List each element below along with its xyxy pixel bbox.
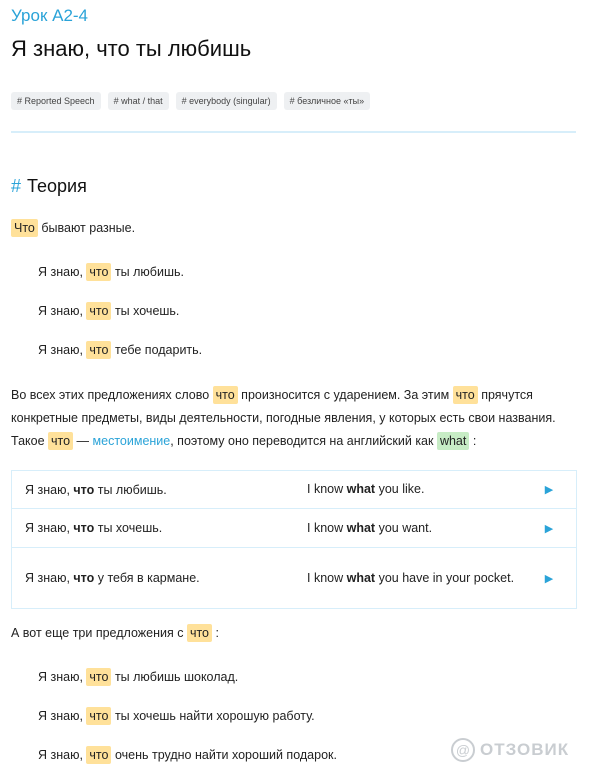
cell-text: Я знаю,	[25, 482, 74, 497]
watermark-text: ОТЗОВИК	[480, 740, 570, 759]
example-line	[38, 705, 315, 727]
intro-text: бывают разные.	[37, 221, 136, 235]
bold-word: what	[346, 570, 376, 585]
example-text: тебе подарить.	[111, 343, 203, 357]
tag-everybody[interactable]: # everybody (singular)	[176, 92, 277, 110]
bold-word: что	[73, 521, 95, 535]
paragraph-text: , поэтому оно переводится на английский как	[170, 434, 437, 448]
divider	[11, 131, 576, 133]
cell-text: you want.	[375, 520, 433, 535]
example-text: Я знаю,	[38, 709, 87, 723]
highlighted-word: Что	[11, 219, 38, 237]
highlighted-word: что	[86, 707, 111, 725]
example-line	[38, 300, 179, 322]
cell-text: I know	[307, 520, 347, 535]
highlighted-word: что	[86, 263, 111, 281]
play-icon[interactable]: ▶	[544, 572, 554, 585]
example-text: ты хочешь.	[111, 304, 180, 318]
example-line	[38, 744, 337, 766]
more-text: А вот еще три предложения с	[11, 626, 187, 640]
example-text: ты любишь.	[111, 265, 184, 279]
page-title: Я знаю, что ты любишь	[11, 36, 252, 61]
highlighted-word: что	[453, 386, 478, 404]
paragraph-text: произносится с ударением. За этим	[237, 388, 453, 402]
translation-table	[11, 470, 577, 609]
cell-text: у тебя в кармане.	[94, 571, 200, 585]
highlighted-word: что	[48, 432, 73, 450]
tag-reported-speech[interactable]: # Reported Speech	[11, 92, 101, 110]
cell-text: you like.	[375, 482, 425, 496]
tag-list	[11, 92, 370, 110]
bold-word: что	[73, 571, 95, 585]
russian-cell	[12, 483, 307, 497]
cell-text: Я знаю,	[25, 571, 74, 585]
russian-cell	[12, 571, 307, 585]
highlighted-word: что	[86, 746, 111, 764]
bold-word: what	[346, 482, 376, 496]
english-cell	[307, 567, 529, 590]
lesson-number: Урок A2-4	[11, 6, 89, 25]
more-text: :	[212, 626, 219, 640]
example-text: Я знаю,	[38, 748, 87, 762]
watermark-logo-icon: @	[451, 738, 475, 762]
highlighted-word-green: what	[437, 432, 469, 450]
cell-text: ты любишь.	[94, 482, 167, 497]
paragraph-text: —	[73, 434, 93, 448]
tag-impersonal-you[interactable]: # безличное «ты»	[284, 92, 370, 110]
highlighted-word: что	[86, 668, 111, 686]
table-row	[12, 471, 576, 508]
example-text: Я знаю,	[38, 343, 87, 357]
more-examples-line	[11, 622, 219, 644]
example-text: ты хочешь найти хорошую работу.	[111, 709, 315, 723]
english-cell	[307, 478, 529, 501]
otzovik-watermark	[451, 738, 569, 762]
highlighted-word: что	[86, 341, 111, 359]
bold-word: что	[73, 482, 95, 497]
paragraph-text: прячутся конкретные предметы, виды деятельности, погодные явления, у которых есть свои названия. Такое	[11, 388, 556, 448]
play-icon[interactable]: ▶	[544, 522, 554, 535]
paragraph-text: :	[469, 434, 477, 448]
example-text: очень трудно найти хороший подарок.	[111, 748, 337, 762]
cell-text: I know	[307, 570, 347, 585]
play-icon[interactable]: ▶	[544, 484, 554, 496]
theory-paragraph	[11, 384, 586, 453]
cell-text: I know	[307, 482, 347, 496]
example-line	[38, 339, 202, 361]
section-heading	[11, 176, 87, 197]
example-text: Я знаю,	[38, 670, 87, 684]
example-line	[38, 261, 184, 283]
example-text: Я знаю,	[38, 304, 87, 318]
highlighted-word: что	[213, 386, 238, 404]
intro-line	[11, 217, 135, 239]
tag-what-that[interactable]: # what / that	[108, 92, 169, 110]
section-title: Теория	[27, 176, 87, 196]
cell-text: Я знаю,	[25, 521, 74, 535]
highlighted-word: что	[187, 624, 212, 642]
cell-text: you have in your pocket.	[375, 570, 515, 585]
example-text: ты любишь шоколад.	[111, 670, 239, 684]
cell-text: ты хочешь.	[94, 521, 163, 535]
bold-word: what	[346, 520, 376, 535]
hash-icon: #	[11, 176, 22, 196]
pronoun-link[interactable]: местоимение	[92, 434, 171, 448]
table-row	[12, 508, 576, 547]
paragraph-text: Во всех этих предложениях слово	[11, 388, 213, 402]
russian-cell	[12, 521, 307, 535]
highlighted-word: что	[86, 302, 111, 320]
example-line	[38, 666, 238, 688]
table-row	[12, 547, 576, 608]
example-text: Я знаю,	[38, 265, 87, 279]
english-cell	[307, 517, 529, 540]
